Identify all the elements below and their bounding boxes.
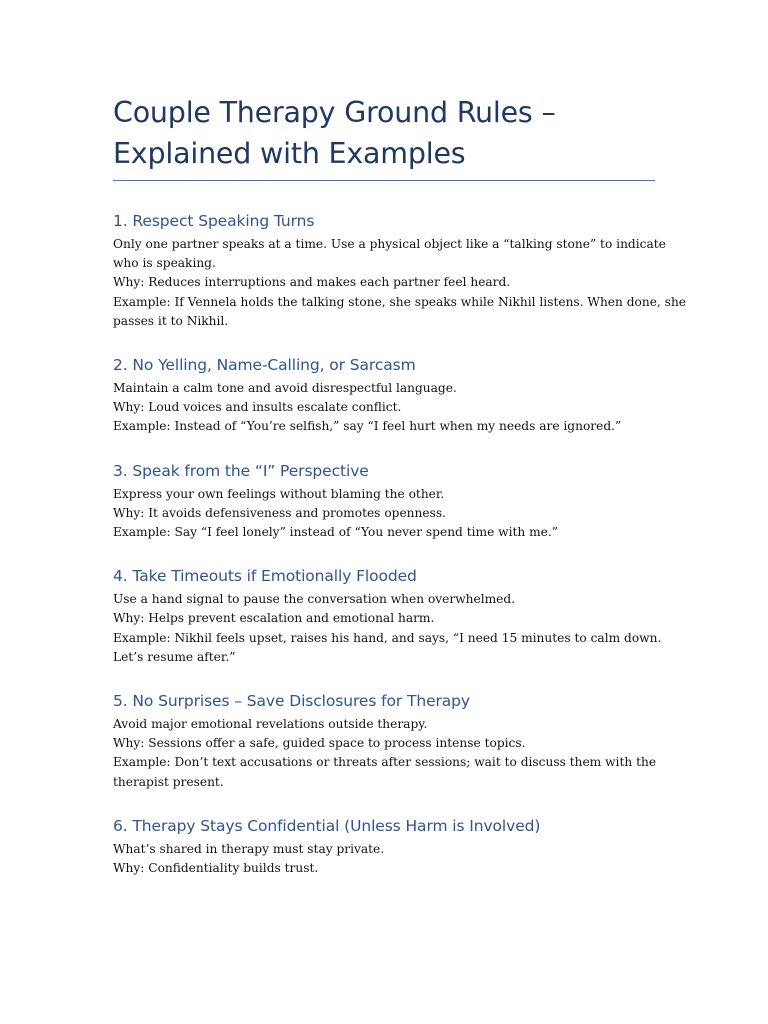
section-line: Why: Helps prevent escalation and emotional harm.: [113, 611, 435, 626]
section-heading: 3. Speak from the “I” Perspective: [113, 461, 369, 480]
section-line: Avoid major emotional revelations outside therapy.: [113, 717, 428, 732]
section-line: Use a hand signal to pause the conversation when overwhelmed.: [113, 592, 516, 607]
section-line: therapist present.: [113, 774, 224, 789]
section-line: Example: Say “I feel lonely” instead of “You never spend time with me.”: [113, 525, 558, 540]
section-heading: 4. Take Timeouts if Emotionally Flooded: [113, 567, 417, 586]
section-line: Example: If Vennela holds the talking stone, she speaks while Nikhil listens. When done, she: [113, 294, 687, 309]
document-title: [113, 92, 655, 174]
section-line: Why: Confidentiality builds trust.: [113, 861, 319, 876]
section-line: Why: Reduces interruptions and makes each partner feel heard.: [113, 275, 511, 290]
title-underline: [113, 180, 655, 181]
section-line: Let’s resume after.”: [113, 649, 236, 664]
section-no-surprises: [113, 691, 655, 792]
section-line: who is speaking.: [113, 256, 216, 271]
section-heading: 6. Therapy Stays Confidential (Unless Harm is Involved): [113, 816, 541, 835]
section-line: What’s shared in therapy must stay private.: [113, 841, 385, 856]
title-line-2: Explained with Examples: [113, 137, 466, 170]
section-line: Maintain a calm tone and avoid disrespectful language.: [113, 381, 457, 396]
section-confidential: [113, 816, 655, 878]
section-line: Why: It avoids defensiveness and promotes openness.: [113, 505, 446, 520]
section-line: Example: Nikhil feels upset, raises his hand, and says, “I need 15 minutes to calm down.: [113, 630, 662, 645]
title-line-1: Couple Therapy Ground Rules –: [113, 96, 556, 129]
section-line: Express your own feelings without blaming the other.: [113, 486, 445, 501]
section-line: passes it to Nikhil.: [113, 313, 229, 328]
section-line: Example: Instead of “You’re selfish,” say “I feel hurt when my needs are ignored.”: [113, 419, 622, 434]
section-line: Why: Loud voices and insults escalate conflict.: [113, 400, 402, 415]
section-line: Example: Don’t text accusations or threats after sessions; wait to discuss them with the: [113, 755, 657, 770]
section-line: Why: Sessions offer a safe, guided space to process intense topics.: [113, 736, 526, 751]
section-heading: 2. No Yelling, Name-Calling, or Sarcasm: [113, 356, 416, 375]
section-heading: 5. No Surprises – Save Disclosures for Therapy: [113, 692, 470, 711]
section-i-perspective: [113, 461, 655, 543]
section-take-timeouts: [113, 566, 662, 667]
section-line: Only one partner speaks at a time. Use a physical object like a “talking stone” to indicate: [113, 237, 666, 251]
section-heading: 1. Respect Speaking Turns: [113, 212, 315, 230]
section-respect-speaking-turns: [113, 211, 687, 331]
document-page: [113, 92, 687, 878]
section-no-yelling: [113, 355, 655, 437]
